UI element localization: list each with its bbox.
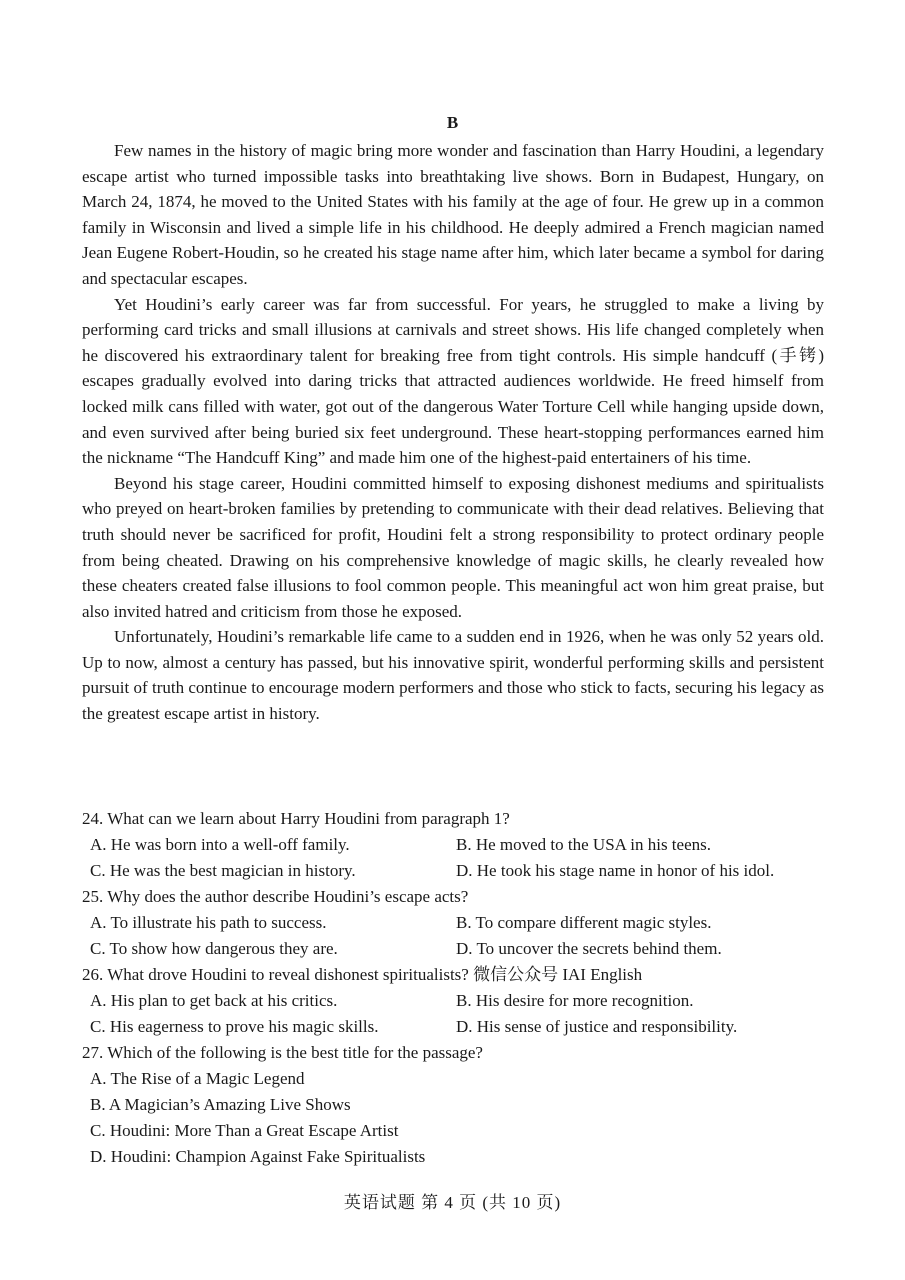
option-a: A. The Rise of a Magic Legend <box>90 1069 305 1088</box>
option-d: D. Houdini: Champion Against Fake Spiritualists <box>90 1147 426 1166</box>
option-a: A. He was born into a well-off family. <box>90 835 350 854</box>
paragraph: Beyond his stage career, Houdini committed himself to exposing dishonest mediums and spiritualists who preyed on heart-broken families by pretending to communicate with their dead relatives. Believing that truth should never be sacrificed for profit, Houdini felt a strong responsibility to protect ordinary people from being cheated. Drawing on his comprehensive knowledge of magic skills, he clearly revealed how these cheaters created false illusions to fool common people. This meaningful act won him great praise, but also invited hatred and criticism from those he exposed. <box>82 473 824 621</box>
option-row <box>82 910 824 936</box>
option-d: D. He took his stage name in honor of his idol. <box>456 861 775 880</box>
option-row <box>82 832 824 858</box>
option-b: B. He moved to the USA in his teens. <box>456 835 711 854</box>
paragraph: Unfortunately, Houdini’s remarkable life came to a sudden end in 1926, when he was only 52 years old. Up to now, almost a century has passed, but his innovative spirit, wonderful performing skills and persistent pursuit of truth continue to encourage modern performers and those who stick to facts, securing his legacy as the greatest escape artist in history. <box>82 627 824 724</box>
option-row <box>82 988 824 1014</box>
reading-passage <box>82 138 824 727</box>
question-stem: 26. What drove Houdini to reveal dishonest spiritualists? 微信公众号 IAI English <box>82 965 643 984</box>
option-b: B. A Magician’s Amazing Live Shows <box>90 1095 351 1114</box>
option-b: B. His desire for more recognition. <box>456 991 694 1010</box>
paragraph: Yet Houdini’s early career was far from successful. For years, he struggled to make a living by performing card tricks and small illusions at carnivals and street shows. His life changed completely when he discovered his extraordinary talent for breaking free from tight controls. His simple handcuff (手铐) escapes gradually evolved into daring tricks that attracted audiences worldwide. He freed himself from locked milk cans filled with water, got out of the dangerous Water Torture Cell while hanging upside down, and even survived after being buried six feet underground. These heart-stopping performances earned him the nickname “The Handcuff King” and made him one of the highest-paid entertainers of his time. <box>82 294 824 468</box>
page-footer: 英语试题 第 4 页 (共 10 页) <box>343 1193 562 1212</box>
option-d: D. To uncover the secrets behind them. <box>456 939 722 958</box>
paragraph: Few names in the history of magic bring more wonder and fascination than Harry Houdini, a legendary escape artist who turned impossible tasks into breathtaking live shows. Born in Budapest, Hungary, on March 24, 1874, he moved to the United States with his family at the age of four. He grew up in a common family in Wisconsin and lived a simple life in his childhood. He deeply admired a French magician named Jean Eugene Robert-Houdin, so he created his stage name after him, which later became a symbol for daring and spectacular escapes. <box>82 141 824 288</box>
question-list <box>82 806 824 1170</box>
option-a: A. His plan to get back at his critics. <box>90 991 338 1010</box>
option-c: C. Houdini: More Than a Great Escape Artist <box>90 1121 399 1140</box>
option-row <box>82 936 824 962</box>
option-a: A. To illustrate his path to success. <box>90 913 327 932</box>
option-c: C. To show how dangerous they are. <box>90 939 338 958</box>
option-d: D. His sense of justice and responsibility. <box>456 1017 738 1036</box>
section-label: B <box>446 113 459 132</box>
question-stem: 24. What can we learn about Harry Houdini from paragraph 1? <box>82 809 510 828</box>
option-c: C. His eagerness to prove his magic skills. <box>90 1017 379 1036</box>
question-stem: 25. Why does the author describe Houdini’s escape acts? <box>82 887 469 906</box>
option-row <box>82 858 824 884</box>
option-b: B. To compare different magic styles. <box>456 913 712 932</box>
option-c: C. He was the best magician in history. <box>90 861 356 880</box>
option-row <box>82 1014 824 1040</box>
question-stem: 27. Which of the following is the best title for the passage? <box>82 1043 483 1062</box>
